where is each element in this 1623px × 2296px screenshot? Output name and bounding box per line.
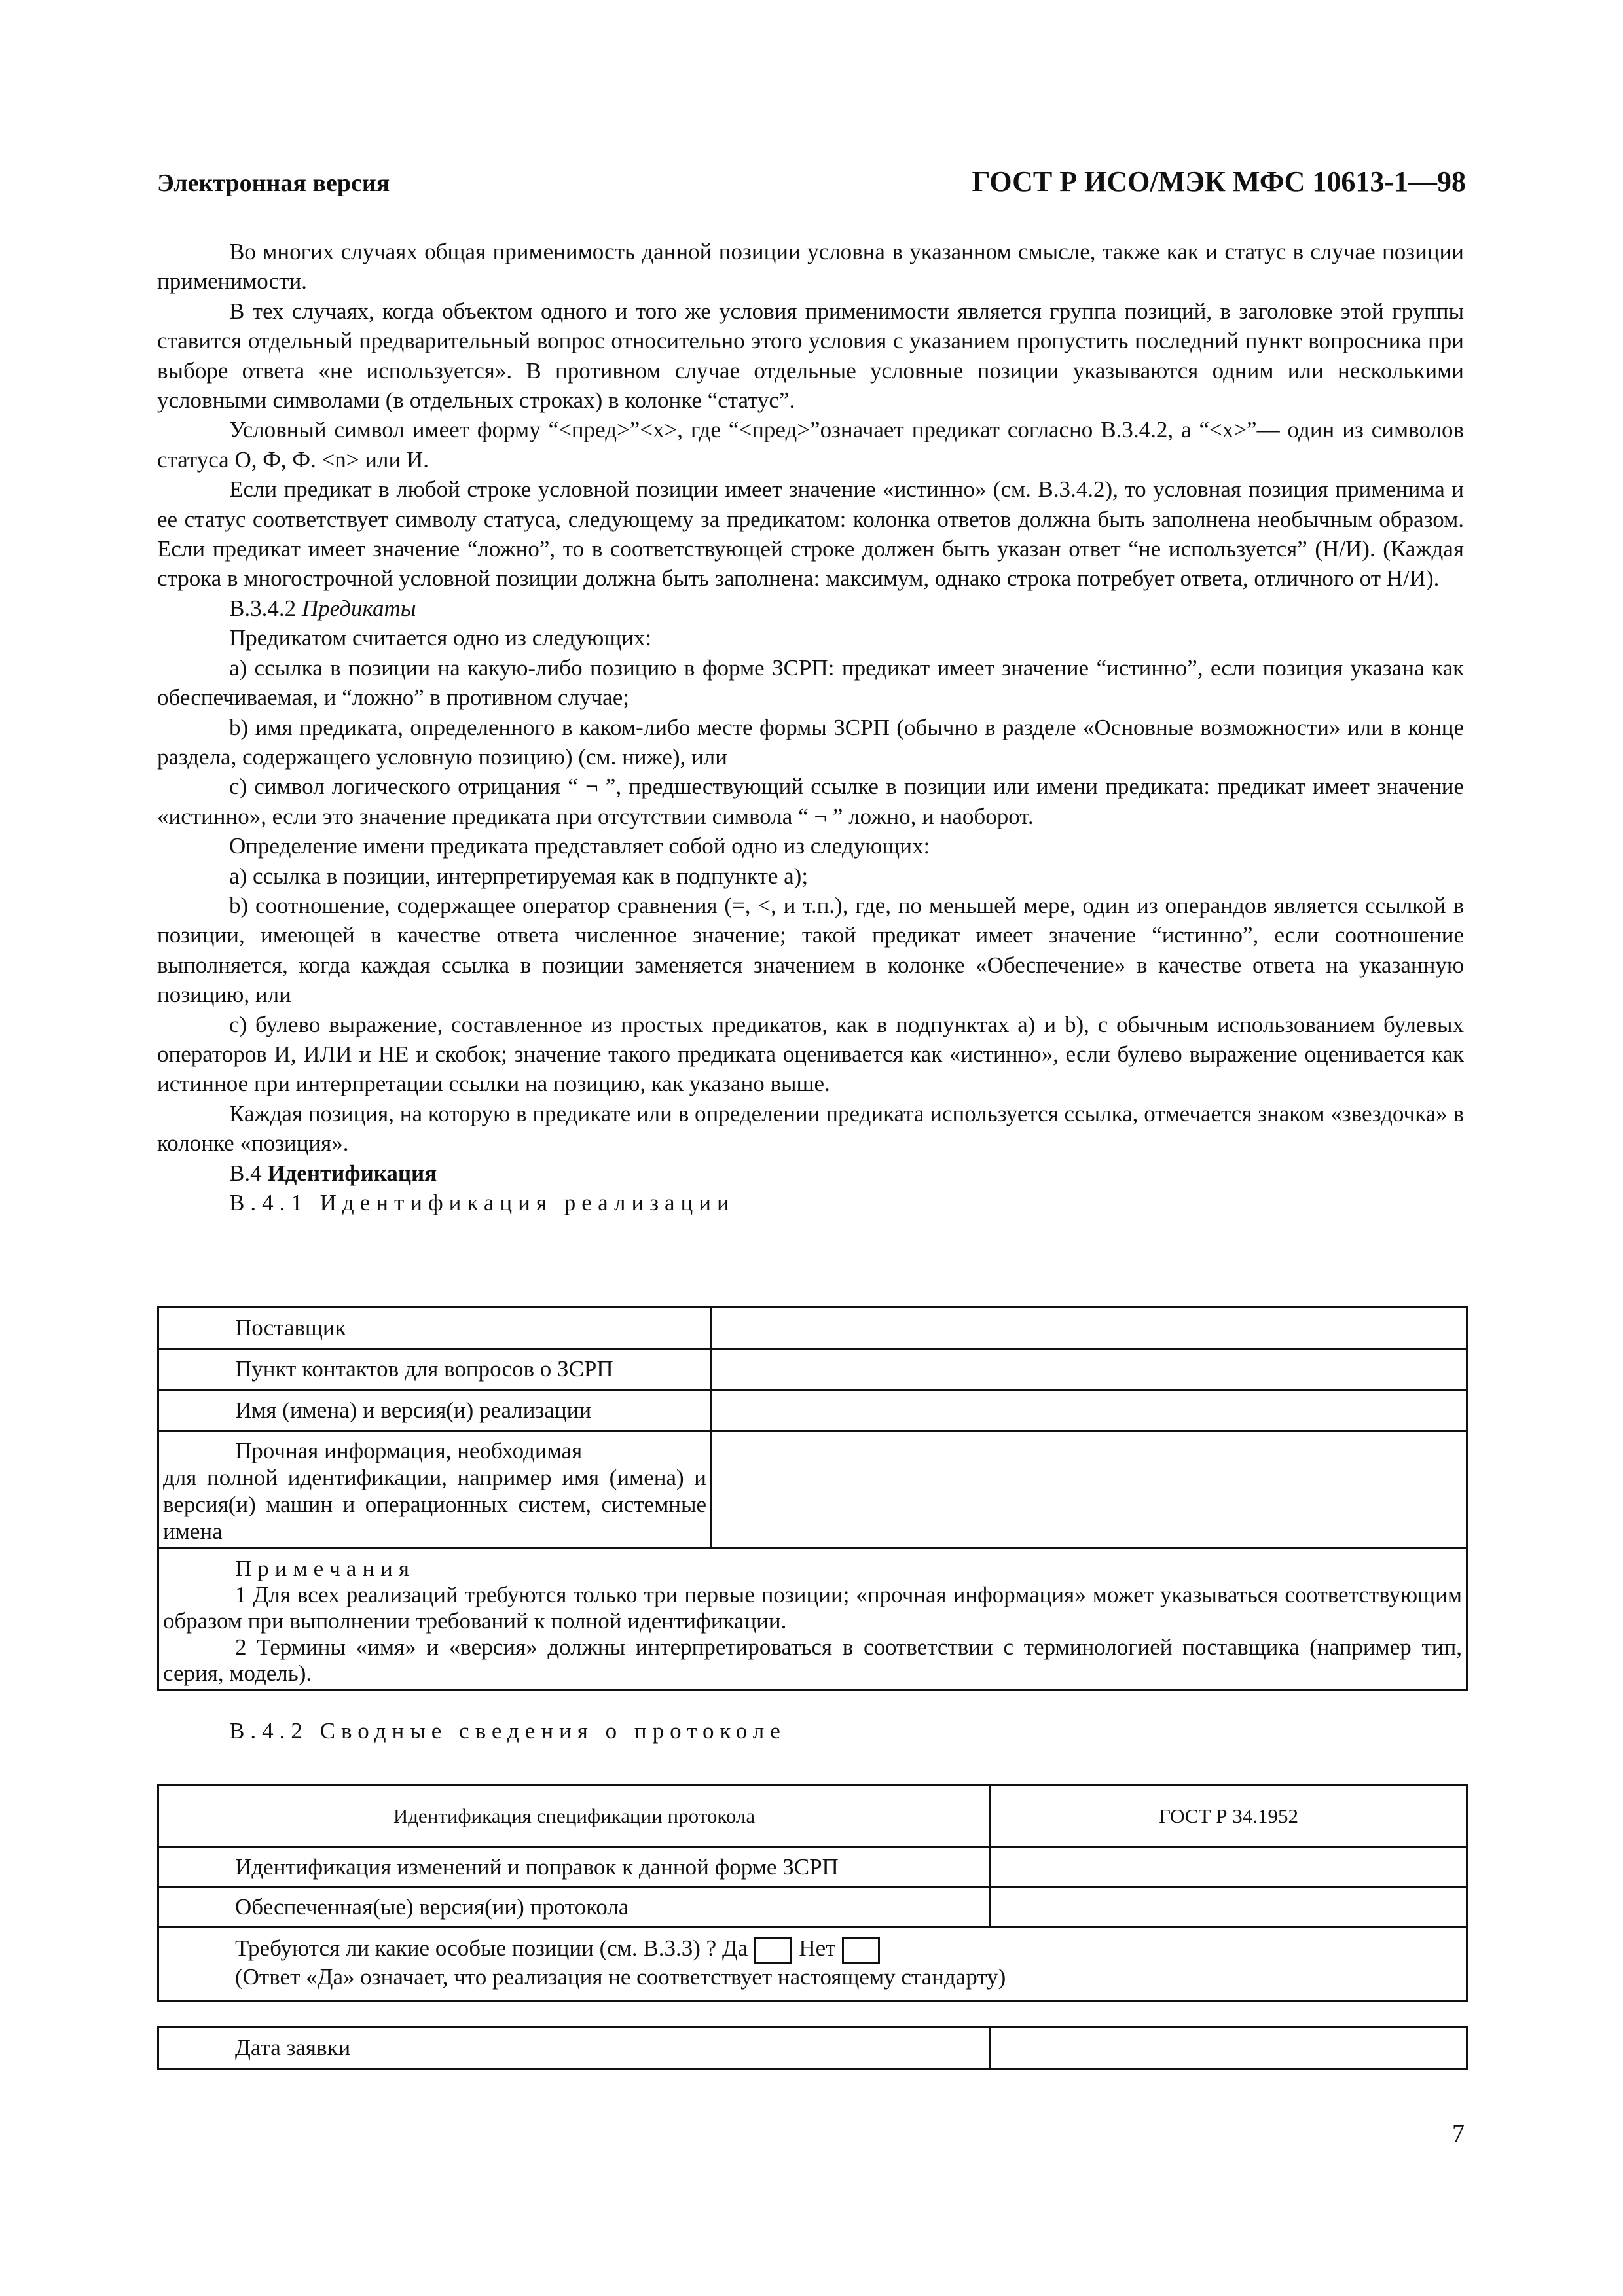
answer-cell[interactable] (991, 2027, 1467, 2070)
answer-cell[interactable] (712, 1349, 1467, 1390)
yes-checkbox[interactable] (754, 1937, 792, 1964)
special-items-cell (158, 1928, 1467, 2001)
list-item: а) ссылка в позиции на какую-либо позицию в форме ЗСРП: предикат имеет значение “истинно”, если позиция указана как обеспечиваемая, и “ложно” в противном случае; (157, 655, 1464, 711)
answer-cell[interactable] (712, 1390, 1467, 1431)
row-label (158, 1431, 712, 1549)
list-item: а) ссылка в позиции, интерпретируемая как в подпункте а); (229, 863, 809, 889)
section-number: В.3.4.2 (229, 595, 297, 621)
standard-code: ГОСТ Р ИСО/МЭК МФС 10613-1—98 (972, 166, 1466, 198)
notes-cell (158, 1549, 1467, 1691)
section-heading-b342 (157, 594, 1464, 623)
paragraph: Условный символ имеет форму “<пред>”<x>, где “<пред>”означает предикат согласно В.3.4.2, а “<x>”— один из символов статуса О, Ф, Ф. <n> или И. (157, 417, 1464, 473)
answer-cell[interactable] (712, 1431, 1467, 1549)
special-items-note: (Ответ «Да» означает, что реализация не соответствует настоящему стандарту) (235, 1964, 1006, 1990)
standard-reference: ГОСТ Р 34.1952 (991, 1785, 1467, 1848)
special-items-row (158, 1928, 1467, 2001)
special-items-question (163, 1935, 1462, 1964)
section-title: Идентификация (267, 1160, 437, 1186)
body-text (157, 237, 1464, 1217)
table-row (158, 1390, 1467, 1431)
paragraph: Если предикат в любой строке условной позиции имеет значение «истинно» (см. В.3.4.2), то условная позиция применима и ее статус соответствует символу статуса, следующему за предикатом: колонка ответов должна быть заполнена необычным образом. Если предикат имеет значение “ложно”, то в соответствующей строке должен быть указан ответ “не используется” (Н/И). (Каждая строка в многострочной условной позиции должна быть заполнена: максимум, однако строка потребует ответа, отличного от Н/И). (157, 476, 1464, 592)
row-label: Пункт контактов для вопросов о ЗСРП (158, 1349, 712, 1390)
row-label-first-line: Прочная информация, необходимая (235, 1438, 583, 1463)
paragraph: Предикатом считается одно из следующих: (229, 625, 652, 651)
row-label: Поставщик (158, 1308, 712, 1349)
note-1: 1 Для всех реализаций требуются только три первые позиции; «прочная информация» может указываться соответствующим образом при выполнении требований к полной идентификации. (163, 1582, 1462, 1634)
list-item: с) символ логического отрицания “ ¬ ”, предшествующий ссылке в позиции или имени предиката: предикат имеет значение «истинно», если это значение предиката при отсутствии символа “ ¬ ” ложно, и наоборот. (157, 774, 1464, 829)
notes-row (158, 1549, 1467, 1691)
paragraph: Во многих случаях общая применимость данной позиции условна в указанном смысле, также как и статус в случае позиции применимости. (157, 239, 1464, 295)
section-title: Предикаты (301, 595, 416, 621)
row-label-rest: для полной идентификации, например имя (имена) и версия(и) машин и операционных систем, системные имена (163, 1465, 706, 1544)
row-label: Идентификация изменений и поправок к данной форме ЗСРП (158, 1848, 991, 1888)
table-row (158, 1431, 1467, 1549)
section-heading-b4 (157, 1158, 1464, 1188)
list-item: b) соотношение, содержащее оператор сравнения (=, <, и т.п.), где, по меньшей мере, один из операндов является ссылкой в позиции, имеющей в качестве ответа численное значение; такой предикат имеет значение “истинно”, если соотношение выполняется, когда каждая ссылка в позиции заменяется значением в колонке «Обеспечение» в качестве ответа на указанную позицию, или (157, 892, 1464, 1008)
answer-cell[interactable] (991, 1848, 1467, 1888)
section-number: В.4 (229, 1160, 262, 1186)
row-label: Обеспеченная(ые) версия(ии) протокола (158, 1888, 991, 1928)
answer-cell[interactable] (991, 1888, 1467, 1928)
no-label: Нет (799, 1935, 836, 1961)
note-2: 2 Термины «имя» и «версия» должны интерпретироваться в соответствии с терминологией поставщика (например тип, серия, модель). (163, 1634, 1462, 1686)
table-row (158, 1349, 1467, 1390)
question-text: Требуются ли какие особые позиции (см. В.3.3) ? Да (235, 1935, 748, 1961)
column-label: Идентификация спецификации протокола (158, 1785, 991, 1848)
no-checkbox[interactable] (842, 1937, 880, 1964)
row-label: Дата заявки (158, 2027, 991, 2070)
subsection-heading-b41: В.4.1 Идентификация реализации (229, 1190, 735, 1215)
subsection-heading-b42: В.4.2 Сводные сведения о протоколе (229, 1718, 786, 1744)
paragraph: Определение имени предиката представляет собой одно из следующих: (229, 833, 930, 859)
paragraph: В тех случаях, когда объектом одного и того же условия применимости является группа позиций, в заголовке этой группы ставится отдельный предварительный вопрос относительно этого условия с указанием пропустить последний пункт вопросника при выборе ответа «не используется». В противном случае отдельные условные позиции указываются одним или несколькими условными символами (в отдельных строках) в колонке “статус”. (157, 298, 1464, 414)
list-item: b) имя предиката, определенного в каком-либо месте формы ЗСРП (обычно в разделе «Основные возможности» или в конце раздела, содержащего условную позицию) (см. ниже), или (157, 714, 1464, 770)
answer-cell[interactable] (712, 1308, 1467, 1349)
list-item: с) булево выражение, составленное из простых предикатов, как в подпунктах а) и b), с обычным использованием булевых операторов И, ИЛИ и НЕ и скобок; значение такого предиката оценивается как «истинно», если булево выражение оценивается как истинное при интерпретации ссылки на позицию, как указано выше. (157, 1011, 1464, 1097)
page-number: 7 (1452, 2120, 1465, 2147)
edition-label: Электронная версия (157, 170, 390, 197)
table-row (158, 2027, 1467, 2070)
application-date-table (157, 2026, 1468, 2070)
table-row (158, 1888, 1467, 1928)
notes-title: Примечания (235, 1556, 416, 1581)
table-row (158, 1785, 1467, 1848)
implementation-identification-table (157, 1306, 1468, 1691)
paragraph: Каждая позиция, на которую в предикате или в определении предиката используется ссылка, отмечается знаком «звездочка» в колонке «позиция». (157, 1100, 1464, 1157)
table-row (158, 1308, 1467, 1349)
protocol-summary-table (157, 1784, 1468, 2002)
table-row (158, 1848, 1467, 1888)
row-label: Имя (имена) и версия(и) реализации (158, 1390, 712, 1431)
